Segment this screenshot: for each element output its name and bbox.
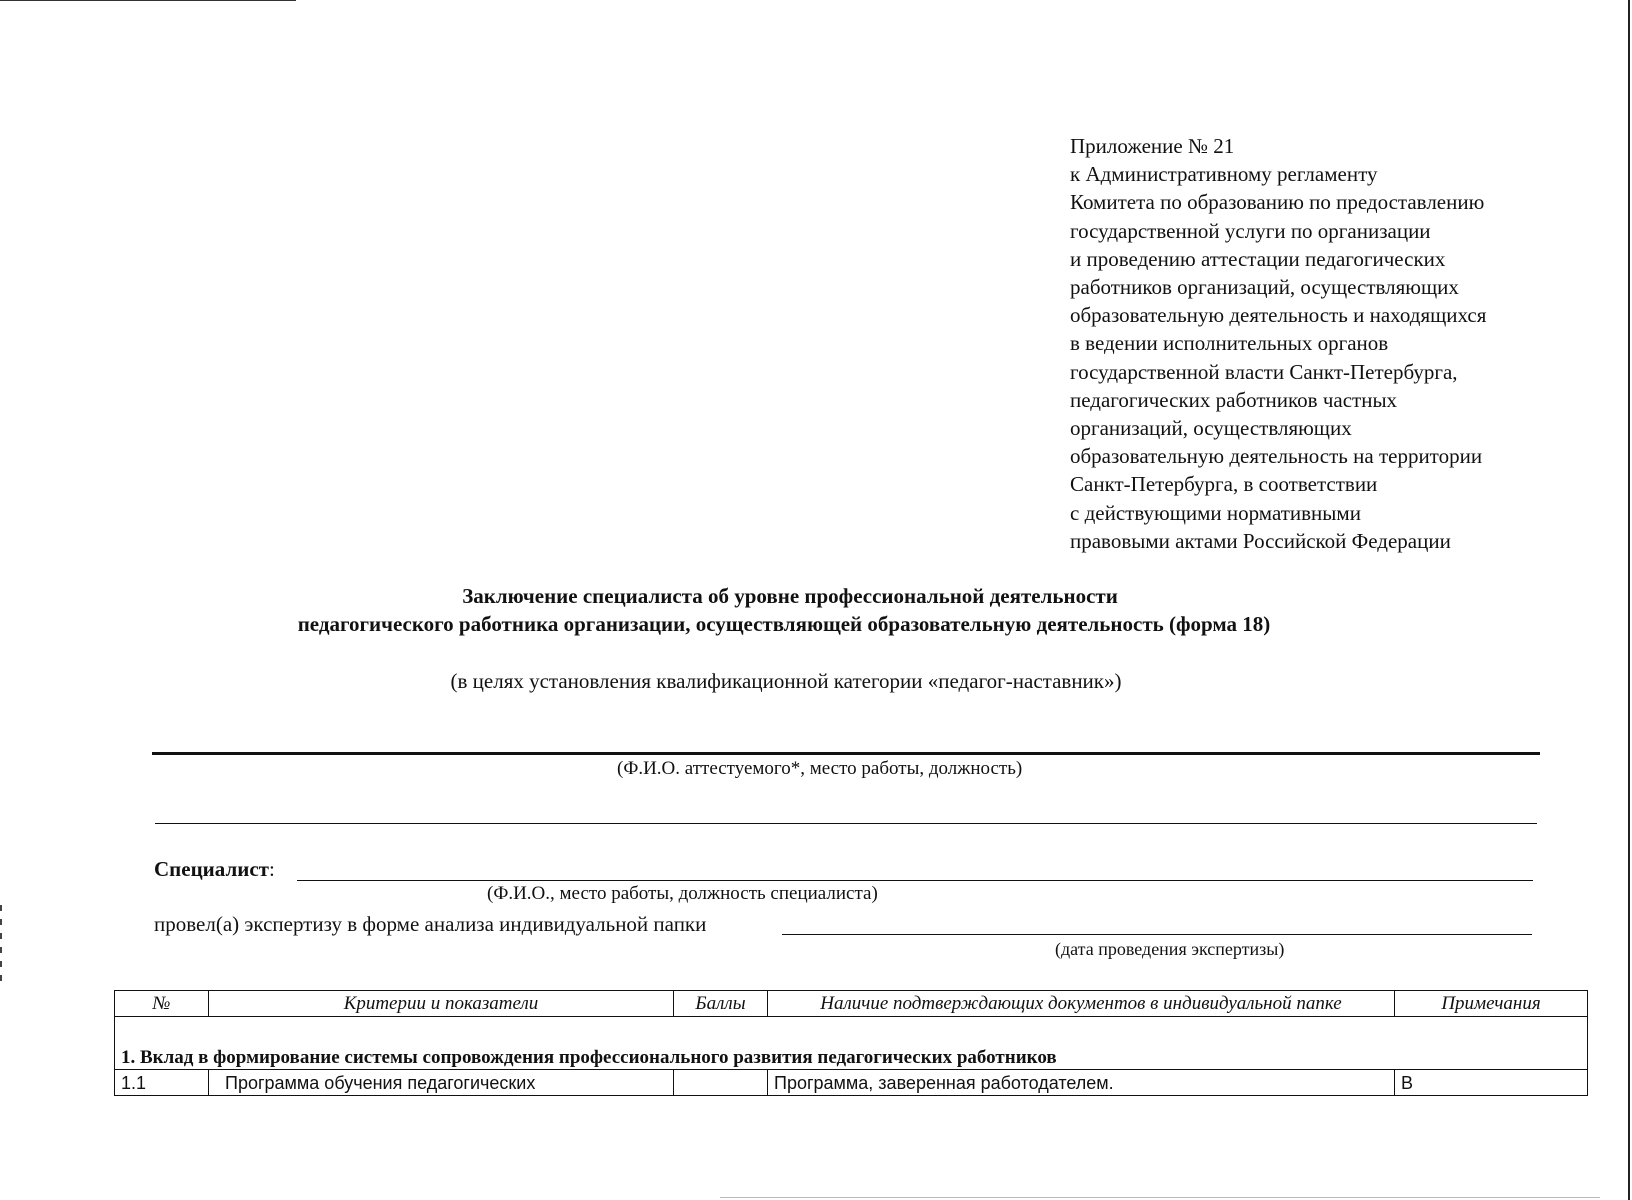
row-notes: В	[1395, 1070, 1588, 1096]
fio-continuation-line[interactable]	[155, 823, 1537, 824]
appendix-line: к Административному регламенту	[1070, 162, 1378, 187]
title-line-1: Заключение специалиста об уровне профессиональной деятельности	[462, 584, 1118, 608]
expertise-text: провел(а) экспертизу в форме анализа индивидуальной папки	[154, 912, 707, 936]
appendix-line: государственной власти Санкт-Петербурга,	[1070, 359, 1458, 384]
section-1-title: 1. Вклад в формирование системы сопровождения профессионального развития педагогических работников	[115, 1017, 1588, 1070]
specialist-colon: :	[269, 857, 275, 881]
criteria-table	[114, 990, 1588, 1096]
fio-input-line[interactable]	[152, 752, 1540, 755]
appendix-line: Санкт-Петербурга, в соответствии	[1070, 472, 1378, 497]
appendix-line: работников организаций, осуществляющих	[1070, 275, 1459, 300]
header-score: Баллы	[674, 991, 768, 1017]
appendix-line: и проведению аттестации педагогических	[1070, 246, 1446, 271]
appendix-line: государственной услуги по организации	[1070, 218, 1431, 243]
appendix-line: с действующими нормативными	[1070, 500, 1361, 525]
appendix-line: в ведении исполнительных органов	[1070, 331, 1389, 356]
appendix-line: Комитета по образованию по предоставлению	[1070, 190, 1485, 215]
section-row	[115, 1017, 1588, 1070]
appendix-line: образовательную деятельность и находящихся	[1070, 303, 1487, 328]
row-docs: Программа, заверенная работодателем.	[768, 1070, 1395, 1096]
header-criteria: Критерии и показатели	[209, 991, 674, 1017]
specialist-label-text: Специалист	[154, 857, 269, 881]
purpose-subtitle	[0, 668, 1632, 694]
appendix-block	[1070, 132, 1486, 555]
specialist-label	[154, 856, 275, 882]
scan-edge-top	[0, 0, 296, 1]
appendix-line: педагогических работников частных	[1070, 387, 1398, 412]
scan-edge-left	[0, 905, 2, 985]
header-notes: Примечания	[1395, 991, 1588, 1017]
appendix-line: Приложение № 21	[1070, 134, 1235, 158]
fio-caption: (Ф.И.О. аттестуемого*, место работы, должность)	[617, 758, 1023, 779]
purpose-text: (в целях установления квалификационной категории «педагог-наставник»)	[450, 669, 1122, 693]
scan-edge-bottom	[720, 1197, 1600, 1198]
document-title	[0, 582, 1632, 638]
expertise-date-caption: (дата проведения экспертизы)	[1055, 939, 1285, 959]
specialist-input-line[interactable]	[297, 880, 1533, 881]
appendix-line: организаций, осуществляющих	[1070, 416, 1352, 441]
appendix-line: образовательную деятельность на территории	[1070, 444, 1483, 469]
table-row	[115, 1070, 1588, 1096]
header-docs: Наличие подтверждающих документов в индивидуальной папке	[768, 991, 1395, 1017]
expertise-date-line[interactable]	[782, 934, 1532, 935]
header-num: №	[115, 991, 209, 1017]
specialist-caption: (Ф.И.О., место работы, должность специалиста)	[487, 883, 878, 904]
row-score[interactable]	[674, 1070, 768, 1096]
title-line-2: педагогического работника организации, осуществляющей образовательную деятельность (форма 18)	[297, 612, 1271, 636]
row-criteria: Программа обучения педагогических	[209, 1070, 674, 1096]
appendix-line: правовыми актами Российской Федерации	[1070, 528, 1451, 553]
table-header-row	[115, 991, 1588, 1017]
row-num: 1.1	[115, 1070, 209, 1096]
